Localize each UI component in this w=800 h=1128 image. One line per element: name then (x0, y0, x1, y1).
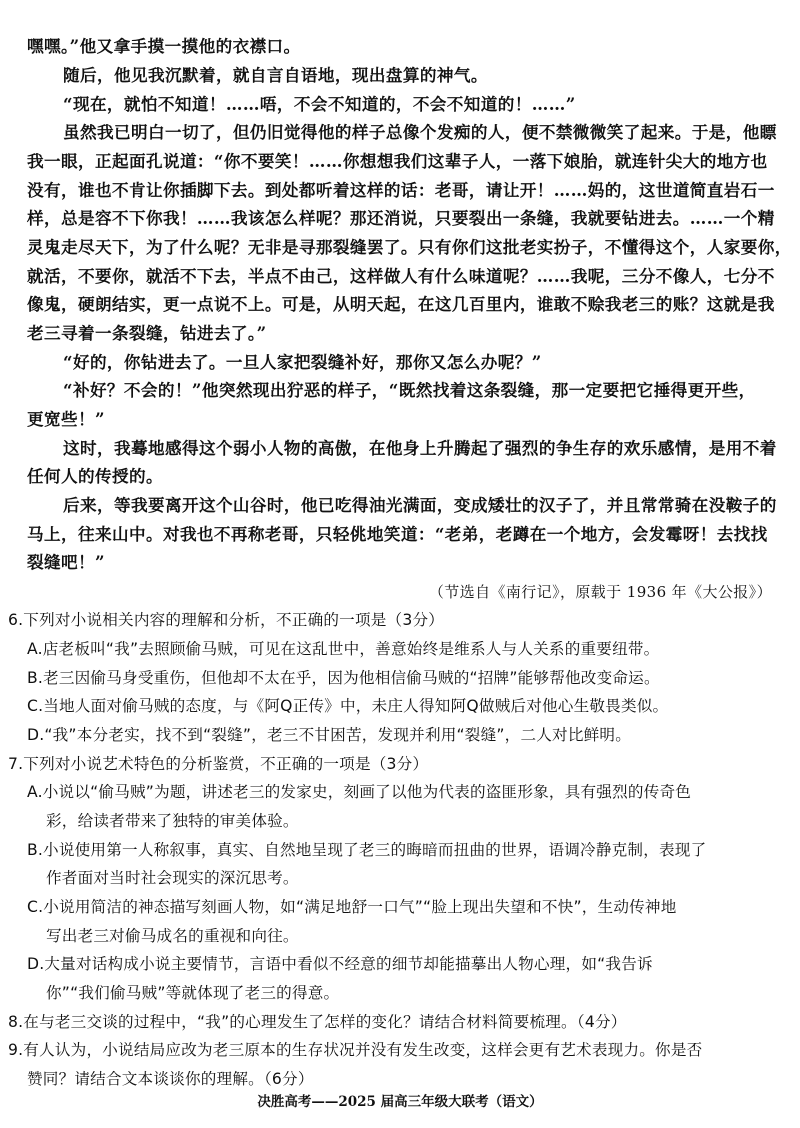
story-line: 马上，往来山中。对我也不再称老哥，只轻佻地笑道：“老弟，老蹲在一个地方，会发霉呀！去找找 (27, 524, 768, 544)
story-line: 像鬼，硬朗结实，更一点说不上。可是，从明天起，在这几百里内，谁敢不赊我老三的账？这就是我 (27, 294, 775, 314)
story-line: 任何人的传授的。 (27, 466, 163, 486)
story-line: 更宽些！” (27, 409, 105, 429)
story-line: “现在，就怕不知道！……唔，不会不知道的，不会不知道的！……” (63, 94, 576, 114)
option-6a: A.店老板叫“我”去照顾偷马贼，可见在这乱世中，善意始终是维系人与人关系的重要纽带。 (27, 640, 660, 658)
story-line: “补好？不会的！”他突然现出狞恶的样子，“既然找着这条裂缝，那一定要把它捶得更开些， (63, 380, 756, 400)
question-8: 8.在与老三交谈的过程中，“我”的心理发生了怎样的变化？请结合材料简要梳理。（4分） (8, 1013, 627, 1031)
option-7b: B.小说使用第一人称叙事，真实、自然地呈现了老三的晦暗而扭曲的世界，语调冷静克制，表现了 (27, 841, 707, 859)
story-line: 样，总是容不下你我！……我该怎么样呢？那还消说，只要裂出一条缝，我就要钻进去。……一个精 (27, 208, 775, 228)
story-line: 嘿嘿。”他又拿手摸一摸他的衣襟口。 (27, 36, 301, 56)
option-7c-cont: 写出老三对偷马成名的重视和向往。 (46, 927, 299, 945)
option-7d: D.大量对话构成小说主要情节，言语中看似不经意的细节却能描摹出人物心理，如“我告诉 (27, 955, 653, 973)
story-line: 虽然我已明白一切了，但仍旧觉得他的样子总像个发痴的人，便不禁微微笑了起来。于是，他瞟 (63, 122, 777, 142)
source-citation: （节选自《南行记》，原载于 1936 年《大公报》） (428, 583, 772, 601)
question-9: 9.有人认为，小说结局应改为老三原本的生存状况并没有发生改变，这样会更有艺术表现力。你是否 (8, 1041, 703, 1059)
story-line: “好的，你钻进去了。一旦人家把裂缝补好，那你又怎么办呢？” (63, 352, 542, 372)
option-7d-cont: 你”“我们偷马贼”等就体现了老三的得意。 (46, 984, 340, 1002)
story-line: 我一眼，正起面孔说道：“你不要笑！……你想想我们这辈子人，一落下娘胎，就连针尖大的地方也 (27, 151, 768, 171)
question-6: 6.下列对小说相关内容的理解和分析，不正确的一项是（3分） (8, 611, 445, 629)
story-line: 随后，他见我沉默着，就自言自语地，现出盘算的神气。 (63, 65, 488, 85)
option-6b: B.老三因偷马身受重伤，但他却不太在乎，因为他相信偷马贼的“招牌”能够帮他改变命运。 (27, 669, 660, 687)
option-6c: C.当地人面对偷马贼的态度，与《阿Q正传》中，未庄人得知阿Q做贼后对他心生敬畏类似。 (27, 697, 669, 715)
option-7a-cont: 彩，给读者带来了独特的审美体验。 (46, 812, 299, 830)
story-line: 裂缝吧！” (27, 552, 105, 572)
page-footer: 决胜高考——2025 届高三年级大联考（语文） (257, 1094, 543, 1110)
story-line: 没有，谁也不肯让你插脚下去。到处都听着这样的话：老哥，请让开！……妈的，这世道简直岩石一 (27, 180, 775, 200)
question-7: 7.下列对小说艺术特色的分析鉴赏，不正确的一项是（3分） (8, 755, 429, 773)
story-line: 这时，我蓦地感得这个弱小人物的高傲，在他身上升腾起了强烈的争生存的欢乐感情，是用不着 (63, 438, 777, 458)
option-7b-cont: 作者面对当时社会现实的深沉思考。 (46, 869, 299, 887)
option-6d: D.“我”本分老实，找不到“裂缝”，老三不甘困苦，发现并利用“裂缝”，二人对比鲜明。 (27, 726, 632, 744)
story-line: 就活，不要你，就活不下去，半点不由己，这样做人有什么味道呢？……我呢，三分不像人，七分不 (27, 266, 775, 286)
story-line: 后来，等我要离开这个山谷时，他已吃得油光满面，变成矮壮的汉子了，并且常常骑在没鞍子的 (63, 495, 777, 515)
option-7c: C.小说用简洁的神态描写刻画人物，如“满足地舒一口气”“脸上现出失望和不快”，生动传神地 (27, 898, 677, 916)
story-line: 老三寻着一条裂缝，钻进去了。” (27, 323, 267, 343)
question-9-cont: 赞同？请结合文本谈谈你的理解。（6分） (27, 1070, 314, 1088)
story-line: 灵鬼走尽天下，为了什么呢？无非是寻那裂缝罢了。只有你们这批老实扮子，不懂得这个，人家要你， (27, 237, 792, 257)
option-7a: A.小说以“偷马贼”为题，讲述老三的发家史，刻画了以他为代表的盗匪形象，具有强烈的传奇色 (27, 783, 692, 801)
